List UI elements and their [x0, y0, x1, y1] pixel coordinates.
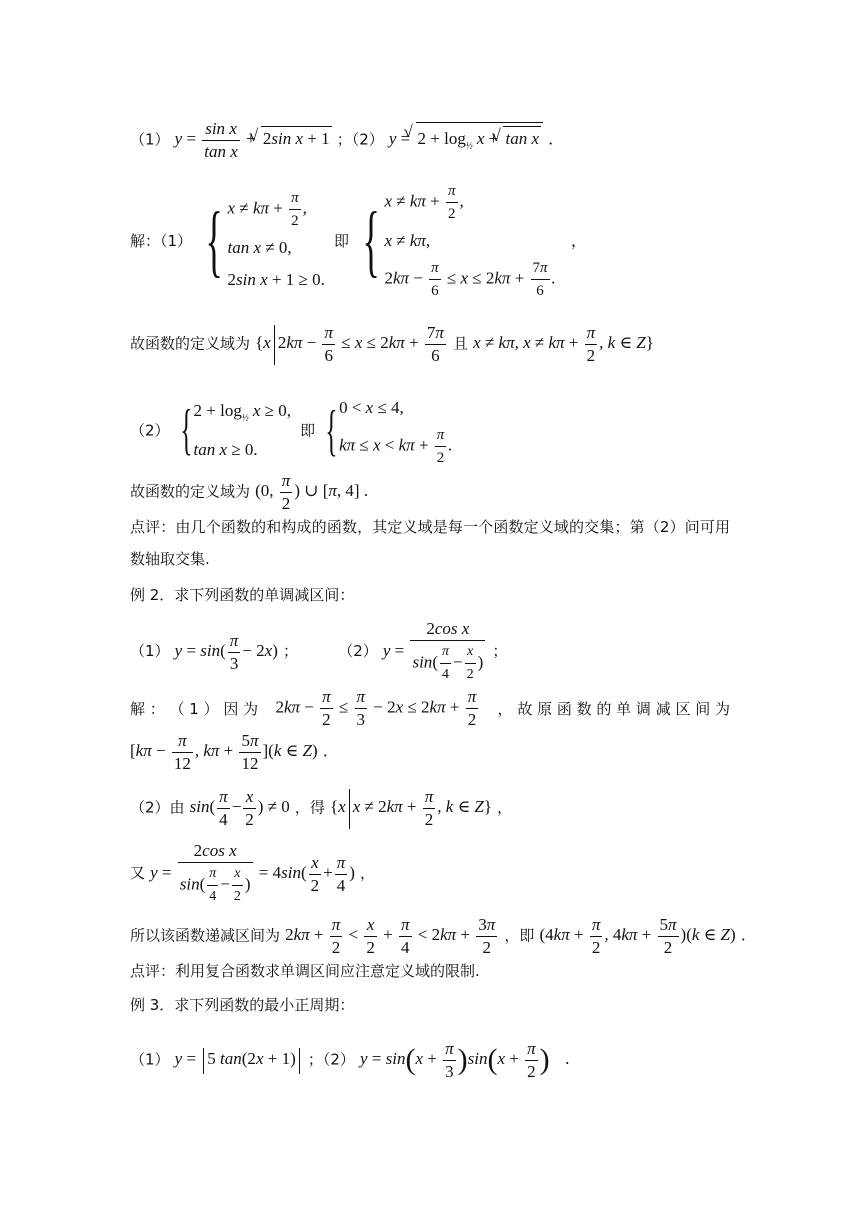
domain-result-2: 故函数的定义域为 (0, $\frac{\pi}{2}$ ) ∪ [π, 4] . [130, 471, 369, 513]
formula: y = sin( $\frac{\pi}{3}$ − 2x) [174, 630, 278, 673]
condition-system: { x ≠ kπ + $\frac{\pi}{2}$ , tan x ≠ 0, 2sin x + 1 ≥ 0. [201, 187, 325, 296]
formula: y = 2cos x sin( $\frac{\pi}{4}$ − $\frac{x}{2}$ ) [382, 619, 484, 682]
part-label: （1） [130, 130, 170, 149]
formula: (4kπ + $\frac{\pi}{2}$ , 4kπ + $\frac{5\pi}{2}$ )(k ∈ Z) [539, 915, 736, 957]
formula: y = 5 tan(2x + 1) [175, 1049, 303, 1068]
solution1-system: 解：（1） { x ≠ kπ + $\frac{\pi}{2}$ , tan x ≠ 0, 2sin x + 1 ≥ 0. 即 { x ≠ kπ + $\frac{\pi}{2}$ , x ≠ kπ, 2kπ − $\frac{\pi}{6}$ ≤ x ≤ 2kπ + $\frac{7\pi}{6}$ . ， [130, 180, 587, 302]
formula: sin( $\frac{\pi}{4}$ − $\frac{x}{2}$ ) ≠ 0 [189, 787, 290, 829]
equivalence-word: 即 [333, 232, 349, 250]
formula: {x 2kπ − $\frac{\pi}{6}$ ≤ x ≤ 2kπ + $\frac{7\pi}{6}$ [255, 323, 444, 365]
solution3-line2: [kπ − $\frac{\pi}{12}$ , kπ + $\frac{5\pi}{12}$ ](k ∈ Z) . [130, 731, 328, 773]
example1-functions: （1） y = $\frac{\text{sin x}}{\text{tan x}}$ + √ 2sin x + 1 ；（2） y = √ $2 + \log_{\frac{1}{2}} x$ + √ tan x . [130, 118, 553, 163]
example2-functions: （1） y = sin( $\frac{\pi}{3}$ − 2x) ； （2） y = 2cos x sin( $\frac{\pi}{4}$ − $\frac{x}{2}$ ) ； [130, 619, 508, 682]
formula: 2kπ + $\frac{\pi}{2}$ < $\frac{x}{2}$ + $\frac{\pi}{4}$ < 2kπ + $\frac{3\pi}{2}$ [285, 915, 496, 957]
formula: 2kπ − $\frac{\pi}{2}$ ≤ $\frac{\pi}{3}$ − 2x ≤ 2kπ + $\frac{\pi}{2}$ [275, 687, 477, 729]
condition-system: { x ≠ kπ + $\frac{\pi}{2}$ , x ≠ kπ, 2kπ − $\frac{\pi}{6}$ ≤ x ≤ 2kπ + $\frac{7\pi}{6}$ . [358, 180, 556, 302]
solution4: （2）由 sin( $\frac{\pi}{4}$ − $\frac{x}{2}$ ) ≠ 0 ，得 {x x ≠ 2kπ + $\frac{\pi}{2}$ , k ∈ Z} ， [130, 787, 513, 829]
example3-functions: （1） y = 5 tan(2x + 1) ；（2） y = sin(x + $\frac{\pi}{3}$ )sin(x + $\frac{\pi}{2}$ ) . [130, 1039, 570, 1081]
part-label: ；（2） [336, 130, 384, 149]
solution3-line1: 解 ： （ 1 ） 因 为 2kπ − $\frac{\pi}{2}$ ≤ $\frac{\pi}{3}$ − 2x ≤ 2kπ + $\frac{\pi}{2}$ ， 故 原 函 数 的 单 调 减 区 间 为 [130, 687, 730, 729]
solution2-system: （2） { $2 + \log_{\frac{1}{2}} x \ge 0$, tan x ≥ 0. 即 { 0 < x ≤ 4, kπ ≤ x < kπ + $\frac{\pi}{2}$ . [130, 392, 457, 469]
formula: y = 2cos x sin( $\frac{\pi}{4}$ − $\frac{x}{2}$ ) = 4sin( $\frac{x}{2}$ + $\frac{\pi}{4}$ ) [150, 841, 355, 904]
comment-1-line2: 数轴取交集. [130, 550, 210, 568]
solution6: 所以该函数递减区间为 2kπ + $\frac{\pi}{2}$ < $\frac{x}{2}$ + $\frac{\pi}{4}$ < 2kπ + $\frac{3\pi}{2}$ ，即 (4kπ + $\frac{\pi}{2}$ , 4kπ + $\frac{5\pi}{2}$ )(k ∈ Z) . [130, 915, 746, 957]
formula: (0, $\frac{\pi}{2}$ ) ∪ [π, 4] . [255, 471, 369, 513]
example3-title: 例 3．求下列函数的最小正周期： [130, 996, 355, 1014]
formula: y = sin(x + $\frac{\pi}{3}$ )sin(x + $\frac{\pi}{2}$ ) [359, 1039, 550, 1081]
condition-system: { 0 < x ≤ 4, kπ ≤ x < kπ + $\frac{\pi}{2}$ . [325, 398, 453, 466]
formula: y = √ $2 + \log_{\frac{1}{2}} x$ + √ tan x [389, 129, 543, 148]
formula: {x x ≠ 2kπ + $\frac{\pi}{2}$ , k ∈ Z} [329, 787, 493, 829]
formula: y = $\frac{\text{sin x}}{\text{tan x}}$ + √ 2sin x + 1 [175, 129, 332, 148]
formula: [kπ − $\frac{\pi}{12}$ , kπ + $\frac{5\pi}{12}$ ](k ∈ Z) [130, 731, 318, 773]
comment-2: 点评：利用复合函数求单调区间应注意定义域的限制. [130, 962, 480, 980]
condition-system: { $2 + \log_{\frac{1}{2}} x \ge 0$, tan x ≥ 0. [180, 399, 291, 462]
formula: x ≠ kπ, x ≠ kπ + $\frac{\pi}{2}$ , k ∈ Z} [473, 323, 654, 365]
solution-label: 解：（1） [130, 232, 193, 250]
example2-title: 例 2．求下列函数的单调减区间： [130, 586, 355, 604]
solution5: 又 y = 2cos x sin( $\frac{\pi}{4}$ − $\frac{x}{2}$ ) = 4sin( $\frac{x}{2}$ + $\frac{\pi}{4}$ ) ， [130, 841, 376, 904]
domain-result-1: 故函数的定义域为 {x 2kπ − $\frac{\pi}{6}$ ≤ x ≤ 2kπ + $\frac{7\pi}{6}$ 且 x ≠ kπ, x ≠ kπ + $\frac{\pi}{2}$ , k ∈ Z} [130, 323, 654, 365]
comment-1-line1: 点评：由几个函数的和构成的函数，其定义域是每一个函数定义域的交集；第（2）问可用 [130, 518, 730, 536]
